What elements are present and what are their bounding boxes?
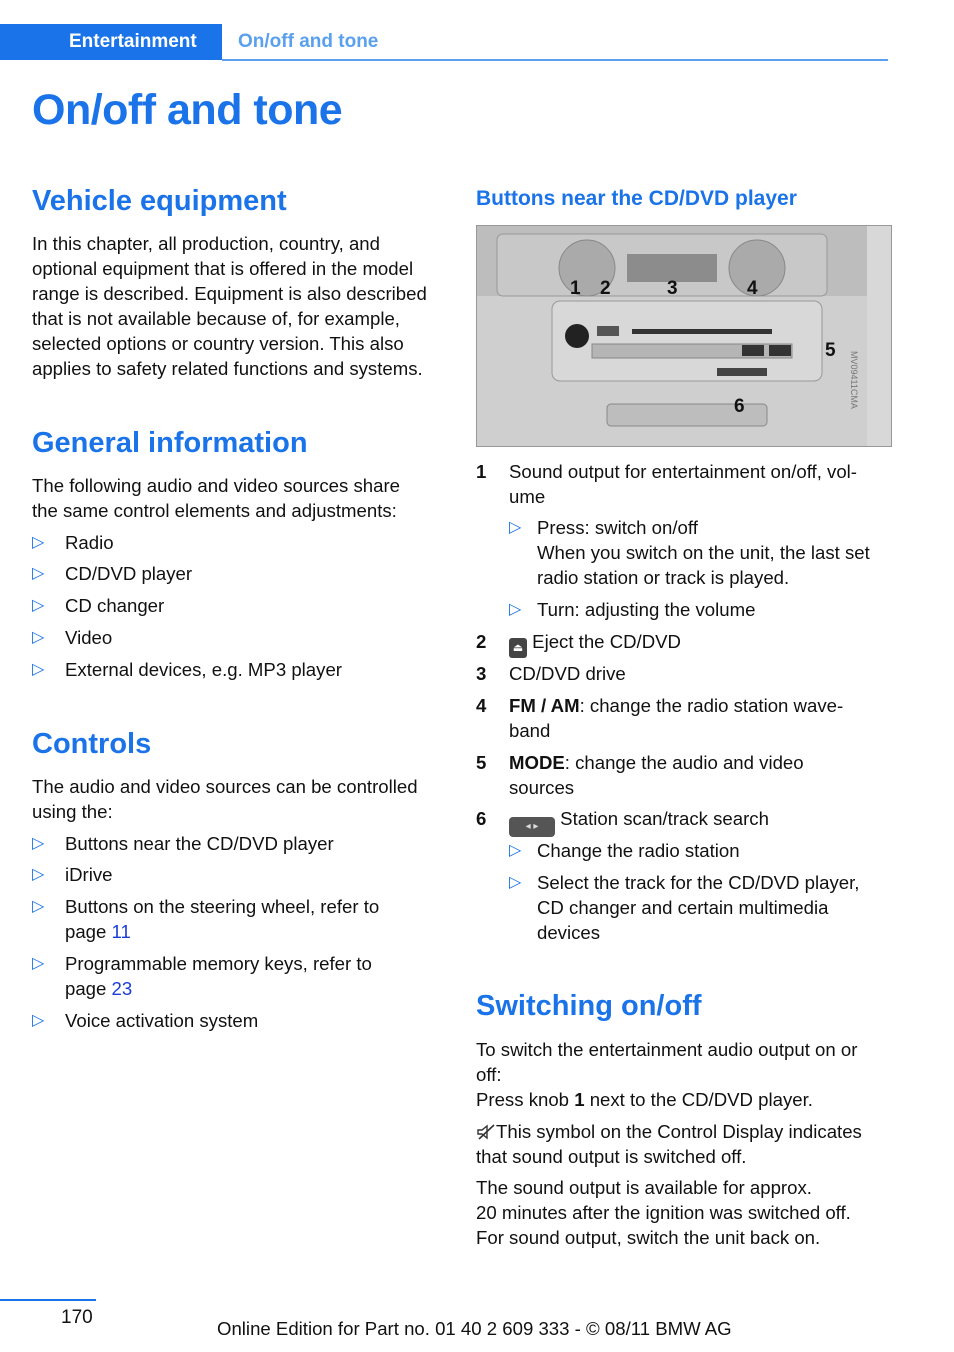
switching-line-4: This symbol on the Control Display indicates (476, 1119, 862, 1144)
vehicle-line-2: optional equipment that is offered in the model (32, 258, 414, 279)
heading-buttons-near-cd: Buttons near the CD/DVD player (476, 187, 797, 210)
vehicle-line-4: that is not available because of, for example, (32, 308, 400, 329)
speaker-muted-icon (476, 1123, 496, 1141)
heading-switching-on-off: Switching on/off (476, 990, 702, 1022)
list-item: ⏏ Eject the CD/DVD (509, 629, 889, 658)
triangle-bullet-icon: ▷ (509, 519, 522, 536)
switching-line-3: Press knob 1 next to the CD/DVD player. (476, 1089, 813, 1110)
page-link-11[interactable]: 11 (111, 921, 131, 942)
list-number: 1 (476, 461, 487, 482)
scan-arrows-icon: ◂ ▸ (509, 817, 555, 837)
header-rule (222, 59, 888, 61)
list-number: 5 (476, 752, 487, 773)
general-intro-2: the same control elements and adjustments: (32, 500, 397, 521)
triangle-bullet-icon: ▷ (32, 597, 45, 614)
callout-4: 4 (747, 278, 758, 299)
triangle-bullet-icon: ▷ (509, 874, 522, 891)
switching-line-5: that sound output is switched off. (476, 1146, 747, 1167)
list-item: MODE: change the audio and video sources (509, 752, 804, 798)
list-item: Sound output for entertainment on/off, vol- ume (509, 461, 857, 507)
triangle-bullet-icon: ▷ (509, 842, 522, 859)
cd-player-illustration (477, 226, 891, 446)
list-number: 2 (476, 631, 487, 652)
vehicle-line-1: In this chapter, all production, country, and (32, 233, 380, 254)
switching-line-7: 20 minutes after the ignition was switched off. (476, 1202, 851, 1223)
list-number: 6 (476, 808, 487, 829)
vehicle-line-6: applies to safety related functions and systems. (32, 358, 423, 379)
triangle-bullet-icon: ▷ (32, 534, 45, 551)
callout-3: 3 (667, 278, 678, 299)
page-title: On/off and tone (32, 86, 343, 134)
header-breadcrumb[interactable]: On/off and tone (238, 31, 379, 52)
controls-intro-2: using the: (32, 801, 113, 822)
list-item: CD/DVD drive (509, 663, 626, 684)
heading-vehicle-equipment: Vehicle equipment (32, 185, 287, 217)
callout-2: 2 (600, 278, 611, 299)
triangle-bullet-icon: ▷ (32, 955, 45, 972)
general-intro-1: The following audio and video sources share (32, 475, 400, 496)
heading-general-information: General information (32, 427, 308, 459)
list-number: 4 (476, 695, 487, 716)
page-number: 170 (61, 1307, 93, 1328)
header-section-label: Entertainment (69, 31, 197, 52)
controls-intro-1: The audio and video sources can be controlled (32, 776, 418, 797)
eject-icon: ⏏ (509, 638, 527, 658)
photo-code: MV09411CMA (849, 351, 859, 409)
triangle-bullet-icon: ▷ (509, 601, 522, 618)
heading-controls: Controls (32, 728, 152, 760)
switching-line-6: The sound output is available for approx. (476, 1177, 812, 1198)
triangle-bullet-icon: ▷ (32, 1012, 45, 1029)
vehicle-line-5: selected options or country version. This also (32, 333, 404, 354)
triangle-bullet-icon: ▷ (32, 866, 45, 883)
callout-1: 1 (570, 278, 581, 299)
page-link-23[interactable]: 23 (111, 978, 133, 999)
triangle-bullet-icon: ▷ (32, 565, 45, 582)
footer-edition-text: Online Edition for Part no. 01 40 2 609 333 - © 08/11 BMW AG (217, 1318, 732, 1339)
triangle-bullet-icon: ▷ (32, 661, 45, 678)
callout-5: 5 (825, 340, 836, 361)
callout-6: 6 (734, 396, 745, 417)
cd-player-photo (476, 225, 892, 447)
switching-line-2: off: (476, 1064, 502, 1085)
vehicle-line-3: range is described. Equipment is also described (32, 283, 427, 304)
footer-rule (0, 1299, 96, 1301)
list-number: 3 (476, 663, 487, 684)
list-item: ◂ ▸ Station scan/track search (509, 806, 889, 837)
triangle-bullet-icon: ▷ (32, 898, 45, 915)
triangle-bullet-icon: ▷ (32, 835, 45, 852)
switching-line-8: For sound output, switch the unit back on. (476, 1227, 821, 1248)
switching-line-1: To switch the entertainment audio output on or (476, 1039, 858, 1060)
header-section-tab[interactable] (0, 24, 222, 60)
triangle-bullet-icon: ▷ (32, 629, 45, 646)
list-item: FM / AM: change the radio station wave- band (509, 695, 844, 741)
